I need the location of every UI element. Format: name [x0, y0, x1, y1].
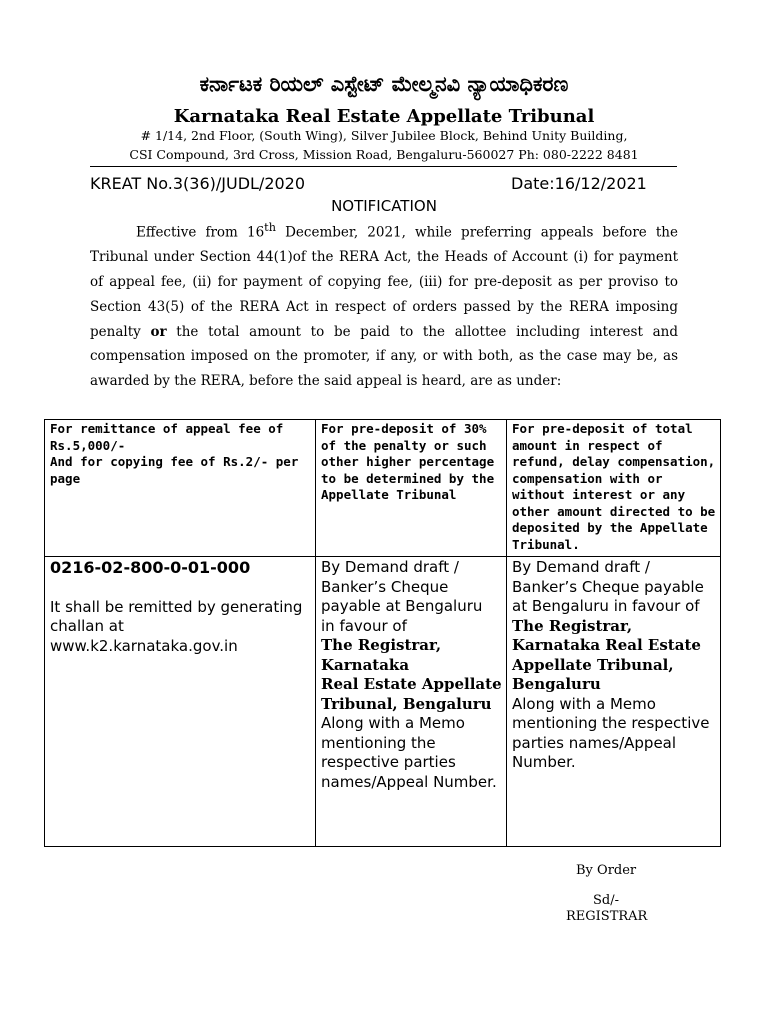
table-row — [45, 557, 721, 847]
col2-memo-note: Along with a Memo mentioning the respective parties names/Appeal Number. — [321, 714, 497, 791]
header-divider — [90, 166, 677, 167]
col3-memo-note: Along with a Memo mentioning the respective parties names/Appeal Number. — [512, 694, 710, 771]
registrar-designation: REGISTRAR — [566, 909, 648, 924]
body-superscript: th — [264, 221, 276, 234]
header-appeal-fee-text: For remittance of appeal fee of Rs.5,000/- And for copying fee of Rs.2/- per page — [50, 421, 299, 486]
tribunal-title-kannada: ಕರ್ನಾಟಕ ರಿಯಲ್ ಎಸ್ಟೇಟ್ ಮೇಲ್ಮನವಿ ನ್ಯಾಯಾಧಿಕರಣ — [199, 72, 569, 96]
cell-appeal-fee — [45, 557, 316, 847]
notification-heading: NOTIFICATION — [331, 197, 437, 215]
heads-of-account-table — [44, 419, 721, 847]
body-part-1: Effective from 16 — [136, 224, 265, 241]
col3-payee: The Registrar, Karnataka Real Estate Appellate Tribunal, Bengaluru — [512, 616, 701, 693]
table-header-row — [45, 420, 721, 557]
challan-instruction: It shall be remitted by generating challan at www.k2.karnataka.gov.in — [50, 597, 303, 655]
tribunal-title-english: Karnataka Real Estate Appellate Tribunal — [173, 106, 595, 127]
cell-total-amount-predeposit — [507, 557, 721, 847]
header-appeal-fee — [45, 420, 316, 557]
body-bold-or: or — [150, 323, 167, 340]
cell-penalty-predeposit — [316, 557, 507, 847]
address-line-1: # 1/14, 2nd Floor, (South Wing), Silver Jubilee Block, Behind Unity Building, — [140, 128, 628, 143]
by-order-label: By Order — [576, 863, 637, 878]
address-line-2: CSI Compound, 3rd Cross, Mission Road, Bengaluru-560027 Ph: 080-2222 8481 — [129, 147, 639, 162]
col2-intro: By Demand draft / Banker’s Cheque payable at Bengaluru in favour of — [321, 558, 483, 635]
signed-label: Sd/- — [593, 893, 619, 908]
header-total-amount-text: For pre-deposit of total amount in respect of refund, delay compensation, compensation with or without interest or any other amount directed to be deposited by the Appellate Tribunal. — [512, 421, 716, 552]
header-total-amount-predeposit — [507, 420, 721, 557]
body-part-2: December, 2021, while preferring appeals before the Tribunal under Section 44(1)of the RERA Act, the Heads of Account (i) for payment of appeal fee, (ii) for payment of copying fee, (iii) for pre-deposit as per proviso to Section 43(5) of the RERA Act in respect of orders passed by the RERA imposing penalty — [90, 224, 678, 340]
header-penalty-predeposit — [316, 420, 507, 557]
body-part-3: the total amount to be paid to the allottee including interest and compensation imposed on the promoter, if any, or with both, as the case may be, as awarded by the RERA, before the said appeal is heard, are as under: — [90, 323, 678, 390]
col2-payee: The Registrar, Karnataka Real Estate Appellate Tribunal, Bengaluru — [321, 636, 502, 713]
notification-date: Date:16/12/2021 — [511, 174, 647, 193]
col3-intro: By Demand draft / Banker’s Cheque payable at Bengaluru in favour of — [512, 558, 704, 615]
reference-number: KREAT No.3(36)/JUDL/2020 — [90, 174, 306, 193]
head-of-account-code: 0216-02-800-0-01-000 — [50, 558, 251, 577]
notification-body — [90, 216, 678, 394]
header-penalty-text: For pre-deposit of 30% of the penalty or such other higher percentage to be determined by the Appellate Tribunal — [321, 421, 495, 502]
